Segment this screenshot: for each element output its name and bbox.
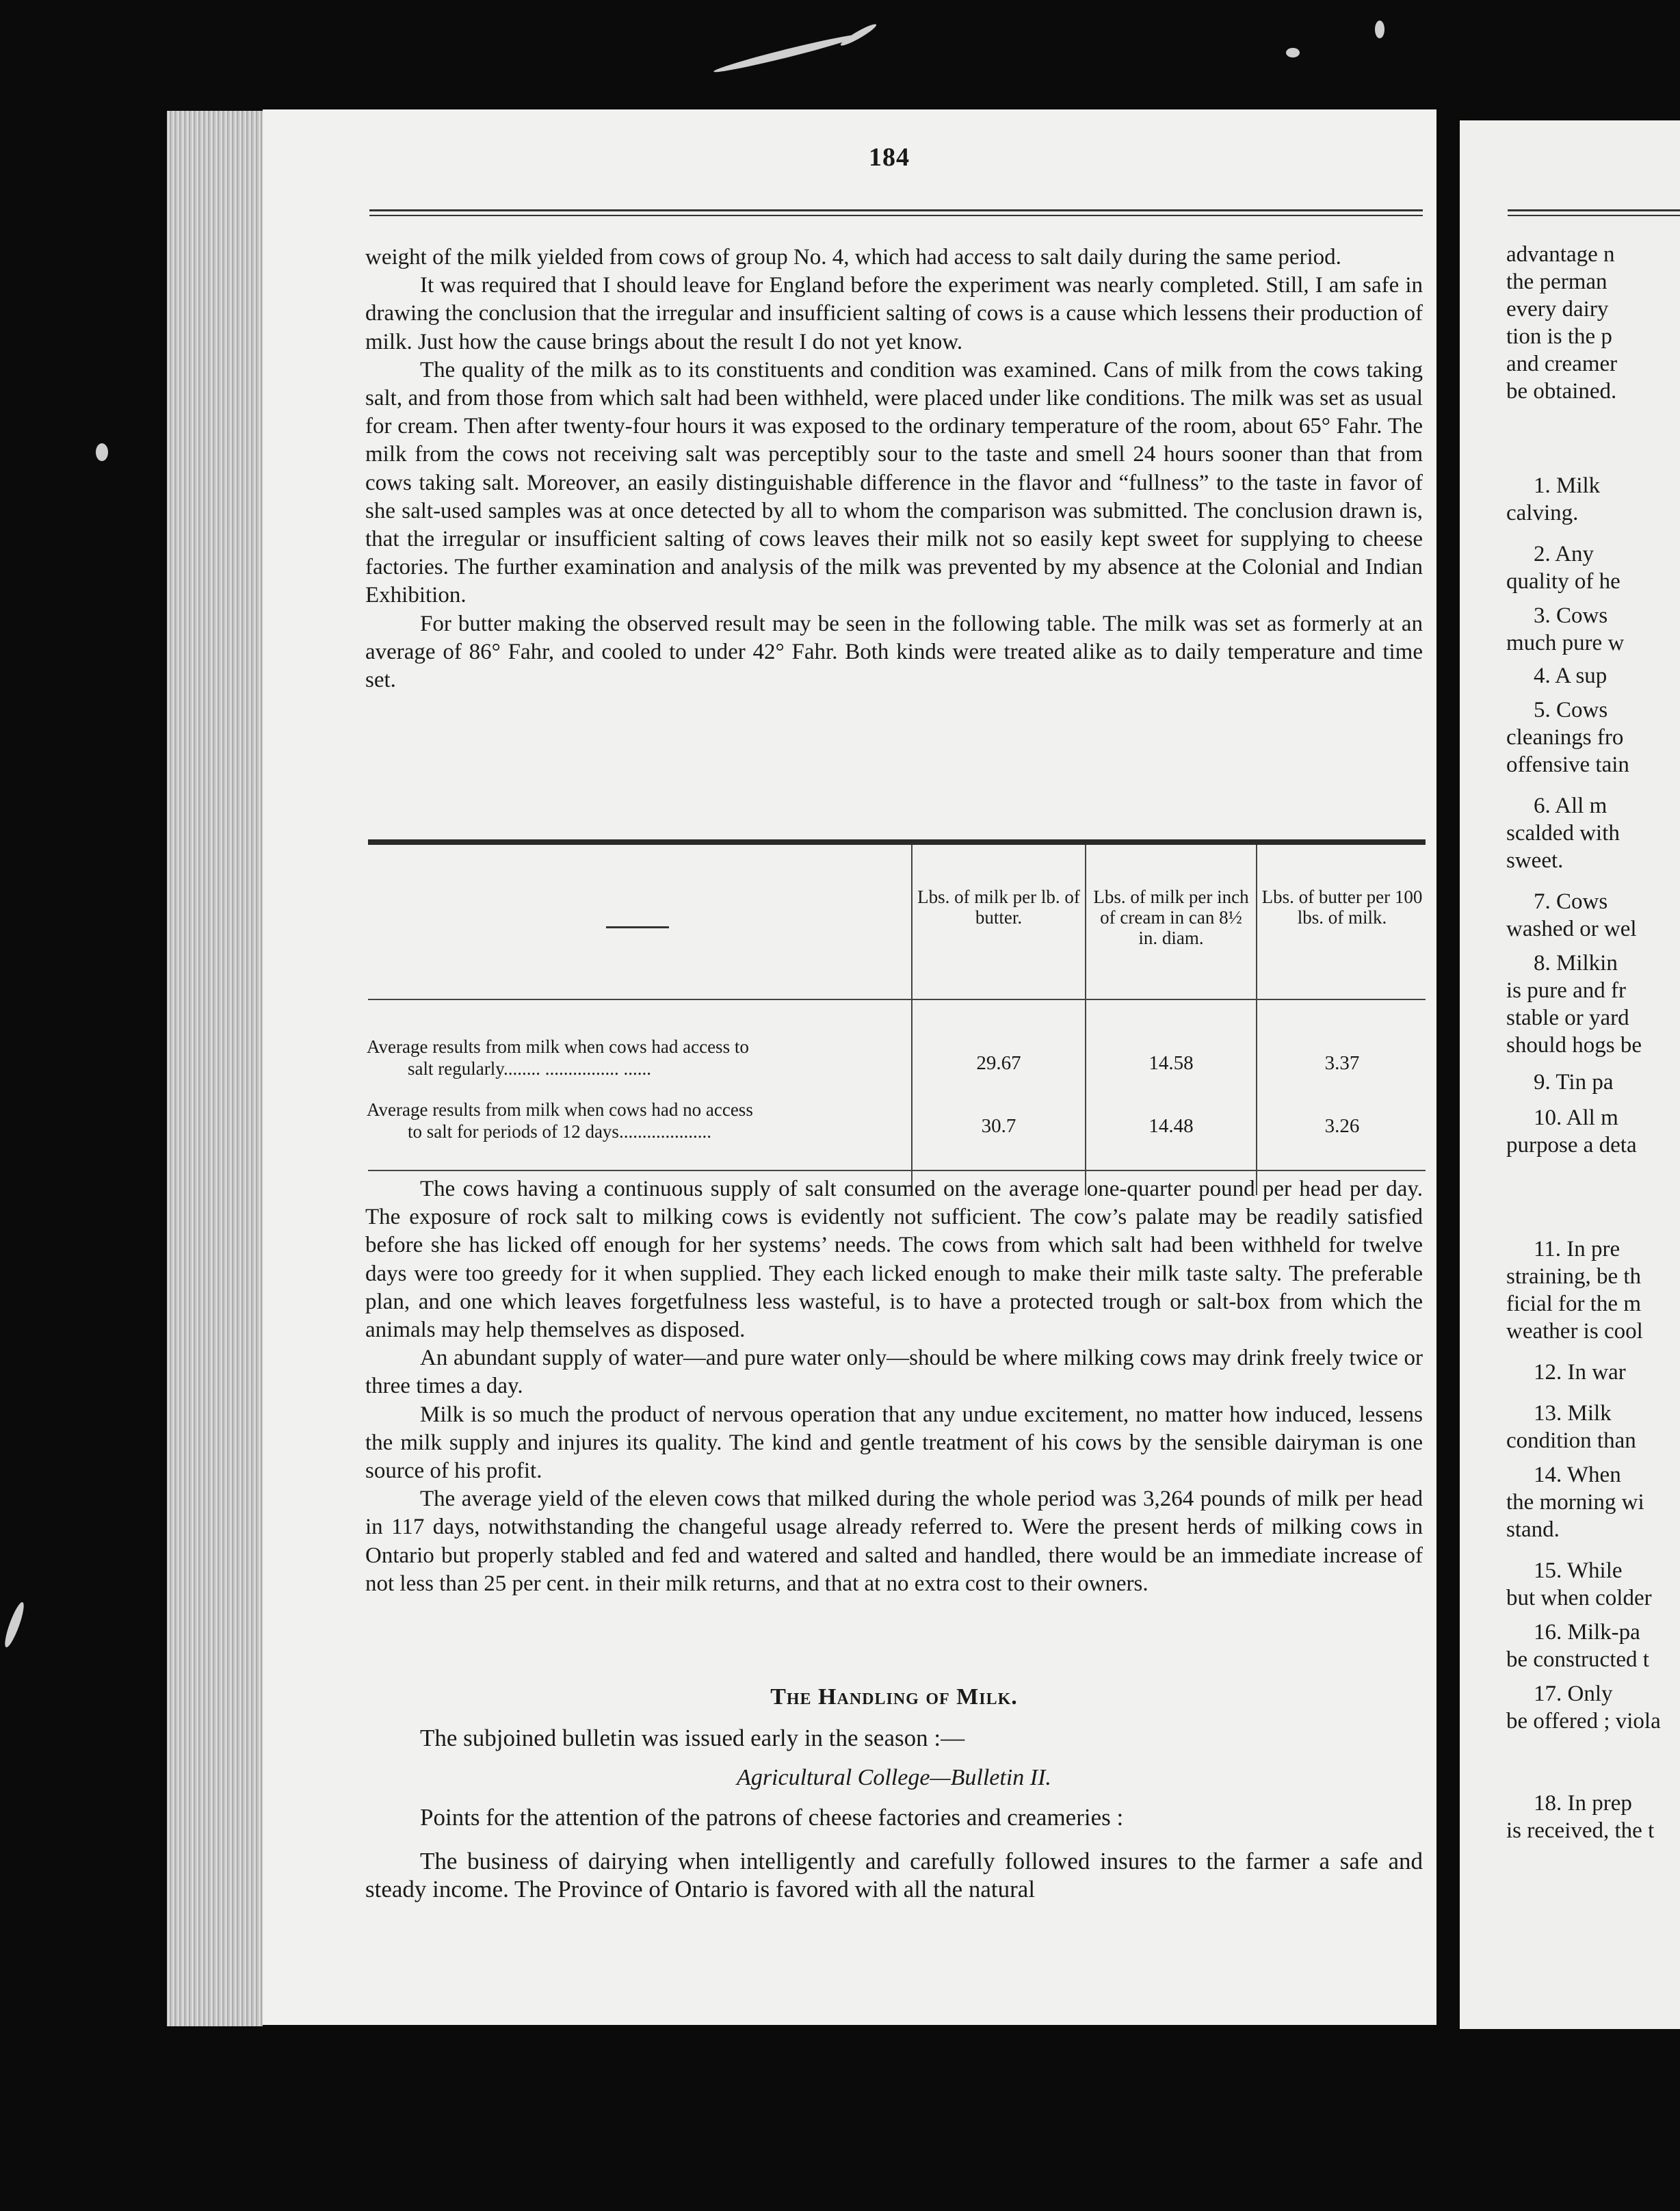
paragraph: An abundant supply of water—and pure water only—should be where milking cows may drink freely twice or three times a day. [365, 1346, 1423, 1399]
header-rule [1508, 209, 1680, 216]
right-page-line: tion is the p [1506, 324, 1612, 349]
right-page-line: every dairy [1506, 297, 1609, 322]
section-heading: The Handling of Milk. [770, 1684, 1018, 1710]
table-cell: 14.48 [1149, 1115, 1194, 1137]
table-cell: 14.58 [1149, 1052, 1194, 1074]
right-page-line: 1. Milk [1534, 473, 1601, 498]
right-page-line: 17. Only [1534, 1682, 1613, 1706]
right-page-line: and creamer [1506, 352, 1618, 376]
right-page-line: is pure and fr [1506, 978, 1627, 1003]
right-page-line: is received, the t [1506, 1818, 1655, 1843]
table-column-divider [1256, 845, 1257, 1195]
right-page-line: 11. In pre [1534, 1237, 1620, 1261]
right-page [1460, 120, 1680, 2029]
table-row-label: Average results from milk when cows had access to salt regularly........ ................ ...... [367, 1036, 749, 1079]
bottom-text [365, 1175, 1423, 1598]
right-page-line: 14. When [1534, 1463, 1621, 1487]
right-page-line: 10. All m [1534, 1106, 1618, 1130]
table-stub-dash [606, 926, 669, 928]
right-page-line: quality of he [1506, 569, 1620, 594]
right-page-line: the perman [1506, 270, 1607, 294]
right-page-line: advantage n [1506, 242, 1615, 267]
film-scratch [713, 31, 861, 76]
paragraph: The cows having a continuous supply of salt consumed on the average one-quarter pound per head per day. The exposure of rock salt to milking cows is evidently not sufficient. The cow’s palate may be readily satisfied before she has licked off enough for her systems’ needs. The cows from which salt had been withheld for twelve days were too greedy for it when supplied. They each licked enough to make their milk taste salty. The preferable plan, and one which leaves forgetfulness less wasteful, is to have a protected trough or salt-box from which the animals may help themselves as disposed. [365, 1177, 1423, 1343]
table-header: Lbs. of milk per inch of cream in can 8½ in. diam. [1093, 887, 1249, 948]
book-page-edges [167, 111, 263, 2026]
table-row-label: Average results from milk when cows had no access to salt for periods of 12 days.................... [367, 1099, 753, 1142]
right-page-line: weather is cool [1506, 1319, 1643, 1344]
right-page-line: washed or wel [1506, 917, 1637, 941]
right-page-line: straining, be th [1506, 1264, 1642, 1289]
paragraph: The quality of the milk as to its constituents and condition was examined. Cans of milk from the cows taking salt, and from those from which salt had been withheld, were placed under like conditions. The milk was set as usual for cream. Then after twenty-four hours it was exposed to the ordinary temperature of the room, about 65° Fahr. The milk from the cows not receiving salt was perceptibly sour to the taste and smell 24 hours sooner than that from cows taking salt. Moreover, an easily distinguishable difference in the flavor and “fullness” to the taste in favor of she salt-used samples was at once detected by all to whom the comparison was submitted. The conclusion drawn is, that the irregular or insufficient salting of cows leaves their milk not so easily kept sweet for supplying to cheese factories. The further examination and analysis of the milk was prevented by my absence at the Colonial and Indian Exhibition. [365, 357, 1423, 608]
page-number: 184 [869, 143, 910, 172]
paragraph: It was required that I should leave for England before the experiment was nearly completed. Still, I am safe in drawing the conclusion that the irregular and insufficient salting of cows is a cause which lessens their production of milk. Just how the cause brings about the result I do not yet know. [365, 273, 1423, 354]
right-page-line: offensive tain [1506, 753, 1629, 777]
closing-paragraph: The business of dairying when intelligently and carefully followed insures to the farmer a safe and steady income. The Province of Ontario is favored with all the natural [365, 1848, 1423, 1903]
film-scratch [1, 1601, 27, 1649]
film-scratch [1286, 48, 1300, 57]
right-page-line: the morning wi [1506, 1490, 1644, 1515]
table-header-rule [368, 999, 1426, 1000]
right-page-line: but when colder [1506, 1586, 1652, 1610]
right-page-line: cleanings fro [1506, 725, 1624, 750]
paragraph: Milk is so much the product of nervous operation that any undue excitement, no matter how induced, lessens the milk supply and injures its quality. The kind and gentle treatment of his cows by the sensible dairyman is one source of his profit. [365, 1402, 1423, 1484]
right-page-line: 9. Tin pa [1534, 1070, 1614, 1095]
right-page-line: 6. All m [1534, 794, 1607, 818]
right-page-line: 8. Milkin [1534, 951, 1618, 976]
table-bottom-rule [368, 1170, 1426, 1171]
table-cell: 29.67 [976, 1052, 1021, 1074]
table-cell: 3.26 [1324, 1115, 1360, 1137]
right-page-line: scalded with [1506, 821, 1620, 846]
right-page-line: 2. Any [1534, 542, 1594, 566]
right-page-line: 13. Milk [1534, 1401, 1612, 1426]
table-column-divider [1085, 845, 1086, 1195]
paragraph: The average yield of the eleven cows that milked during the whole period was 3,264 pounds of milk per head in 117 days, notwithstanding the changeful usage already referred to. Were the present herds of milking cows in Ontario but properly stabled and fed and watered and salted and handled, there would be an immediate increase of not less than 25 per cent. in their milk returns, and that at no extra cost to their owners. [365, 1487, 1423, 1596]
film-scratch [96, 443, 108, 461]
table-header: Lbs. of milk per lb. of butter. [917, 887, 1080, 928]
right-page-line: 3. Cows [1534, 603, 1608, 628]
right-page-line: purpose a deta [1506, 1133, 1637, 1157]
right-page-line: be constructed t [1506, 1647, 1649, 1672]
right-page-line: 12. In war [1534, 1360, 1626, 1385]
right-page-line: 5. Cows [1534, 698, 1608, 722]
bulletin-intro: The subjoined bulletin was issued early in the season :— [420, 1725, 965, 1751]
table-cell: 30.7 [981, 1115, 1016, 1137]
right-page-line: 15. While [1534, 1558, 1623, 1583]
table-column-divider [911, 845, 913, 1195]
points-intro: Points for the attention of the patrons of cheese factories and creameries : [420, 1804, 1124, 1831]
right-page-line: 7. Cows [1534, 889, 1608, 914]
table-cell: 3.37 [1324, 1052, 1360, 1074]
right-page-line: be offered ; viola [1506, 1709, 1661, 1734]
right-page-line: 18. In prep [1534, 1791, 1632, 1816]
right-page-line: much pure w [1506, 631, 1625, 655]
right-page-line: ficial for the m [1506, 1292, 1642, 1316]
right-page-line: condition than [1506, 1428, 1636, 1453]
paragraph: weight of the milk yielded from cows of group No. 4, which had access to salt daily during the same period. [365, 245, 1341, 270]
right-page-line: 4. A sup [1534, 664, 1607, 688]
right-page-line: 16. Milk-pa [1534, 1620, 1640, 1645]
bulletin-title: Agricultural College—Bulletin II. [737, 1765, 1051, 1790]
film-scratch [1375, 21, 1384, 38]
right-page-line: be obtained. [1506, 379, 1617, 404]
table-top-rule [368, 839, 1426, 845]
right-page-line: should hogs be [1506, 1033, 1642, 1058]
paragraph: For butter making the observed result may be seen in the following table. The milk was set as formerly at an average of 86° Fahr, and cooled to under 42° Fahr. Both kinds were treated alike as to daily temperature and time set. [365, 611, 1423, 693]
right-page-line: stable or yard [1506, 1006, 1629, 1030]
top-text [365, 244, 1423, 694]
header-rule [369, 209, 1423, 216]
right-page-line: calving. [1506, 501, 1579, 525]
film-scratch [839, 22, 878, 49]
table-header: Lbs. of butter per 100 lbs. of milk. [1261, 887, 1423, 928]
right-page-line: sweet. [1506, 848, 1564, 873]
right-page-line: stand. [1506, 1517, 1560, 1542]
